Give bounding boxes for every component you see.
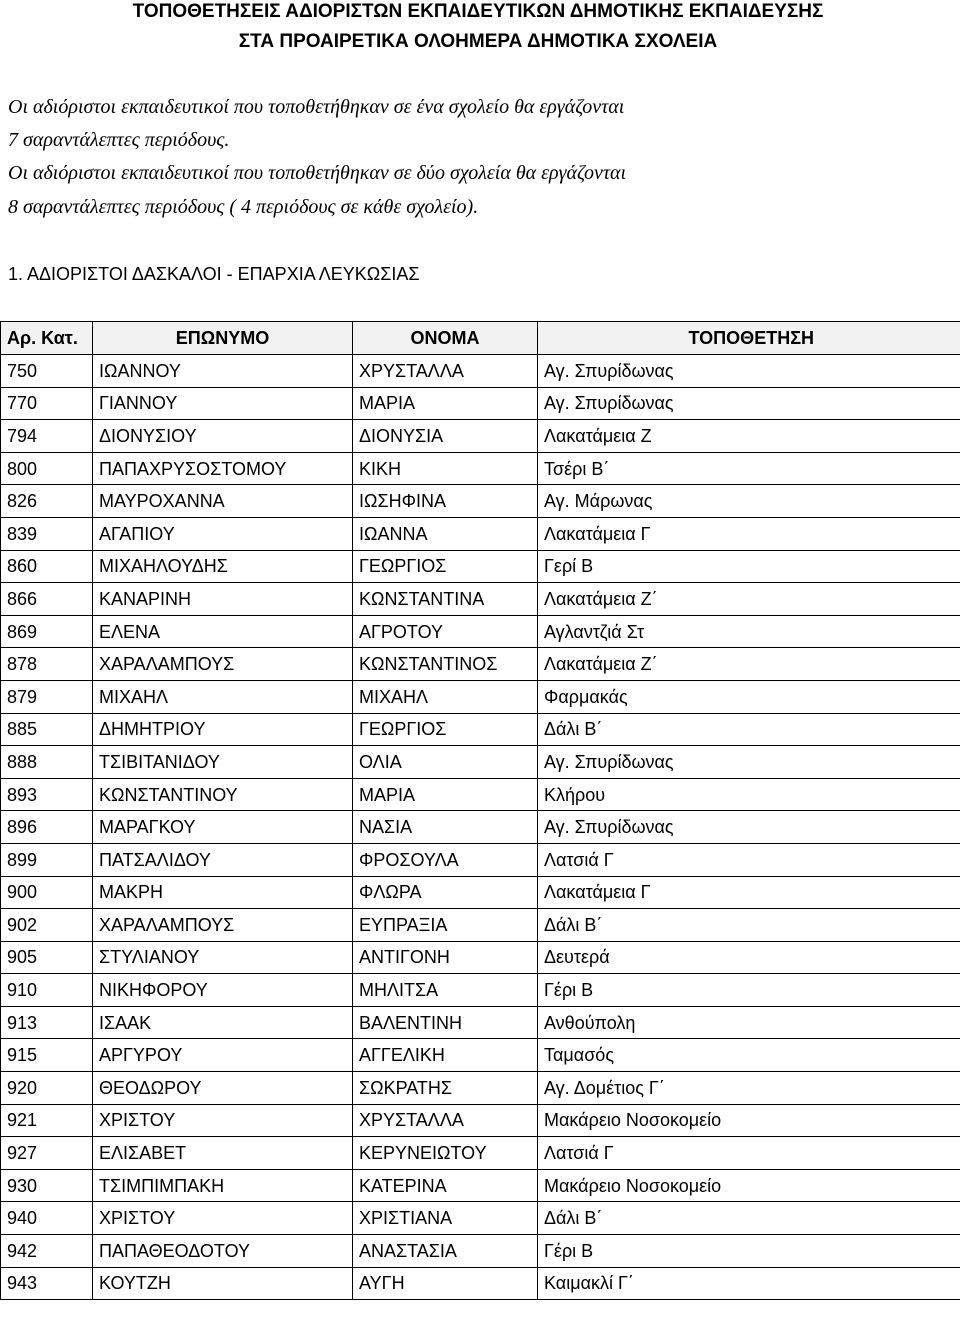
- cell-surname: ΚΩΝΣΤΑΝΤΙΝΟΥ: [93, 778, 353, 811]
- cell-first-name: ΜΑΡΙΑ: [353, 387, 538, 420]
- table-row: [1, 680, 960, 713]
- cell-registration-number: 794: [1, 420, 93, 453]
- table-row: [1, 843, 960, 876]
- cell-surname: ΔΗΜΗΤΡΙΟΥ: [93, 713, 353, 746]
- cell-first-name: ΦΛΩΡΑ: [353, 876, 538, 909]
- cell-surname: ΕΛΕΝΑ: [93, 615, 353, 648]
- cell-surname: ΣΤΥΛΙΑΝΟΥ: [93, 941, 353, 974]
- table-body: [1, 355, 960, 1300]
- column-header-surname: ΕΠΩΝΥΜΟ: [93, 322, 353, 355]
- table-row: [1, 517, 960, 550]
- cell-placement: Δάλι Β΄: [538, 1202, 960, 1235]
- cell-registration-number: 927: [1, 1137, 93, 1170]
- cell-first-name: ΧΡΙΣΤΙΑΝΑ: [353, 1202, 538, 1235]
- table-row: [1, 1006, 960, 1039]
- column-header-placement: ΤΟΠΟΘΕΤΗΣΗ: [538, 322, 960, 355]
- table-row: [1, 778, 960, 811]
- cell-first-name: ΒΑΛΕΝΤΙΝΗ: [353, 1006, 538, 1039]
- cell-surname: ΙΩΑΝΝΟΥ: [93, 355, 353, 388]
- cell-first-name: ΓΕΩΡΓΙΟΣ: [353, 713, 538, 746]
- cell-placement: Καιμακλί Γ΄: [538, 1267, 960, 1300]
- cell-first-name: ΜΗΛΙΤΣΑ: [353, 974, 538, 1007]
- cell-first-name: ΚΩΝΣΤΑΝΤΙΝΑ: [353, 583, 538, 616]
- cell-placement: Αγ. Σπυρίδωνας: [538, 387, 960, 420]
- cell-surname: ΠΑΠΑΘΕΟΔΟΤΟΥ: [93, 1235, 353, 1268]
- cell-surname: ΚΟΥΤΖΗ: [93, 1267, 353, 1300]
- cell-surname: ΘΕΟΔΩΡΟΥ: [93, 1072, 353, 1105]
- cell-placement: Αγ. Δομέτιος Γ΄: [538, 1072, 960, 1105]
- table-row: [1, 909, 960, 942]
- cell-placement: Γέρι Β: [538, 974, 960, 1007]
- cell-placement: Αγ. Σπυρίδωνας: [538, 746, 960, 779]
- cell-registration-number: 893: [1, 778, 93, 811]
- table-row: [1, 1039, 960, 1072]
- document-title-line-1: ΤΟΠΟΘΕΤΗΣΕΙΣ ΑΔΙΟΡΙΣΤΩΝ ΕΚΠΑΙΔΕΥΤΙΚΩΝ ΔΗΜΟΤΙΚΗΣ ΕΚΠΑΙΔΕΥΣΗΣ: [132, 1, 824, 22]
- cell-placement: Λακατάμεια Γ: [538, 517, 960, 550]
- cell-first-name: ΜΑΡΙΑ: [353, 778, 538, 811]
- cell-placement: Δάλι Β΄: [538, 909, 960, 942]
- column-header-name: ΟΝΟΜΑ: [353, 322, 538, 355]
- table-row: [1, 452, 960, 485]
- cell-first-name: ΧΡΥΣΤΑΛΛΑ: [353, 355, 538, 388]
- cell-surname: ΑΓΑΠΙΟΥ: [93, 517, 353, 550]
- cell-placement: Αγλαντζιά Στ: [538, 615, 960, 648]
- intro-paragraph-line: 8 σαραντάλεπτες περιόδους ( 4 περιόδους σε κάθε σχολείο).: [8, 196, 479, 218]
- cell-placement: Δευτερά: [538, 941, 960, 974]
- cell-first-name: ΦΡΟΣΟΥΛΑ: [353, 843, 538, 876]
- table-row: [1, 811, 960, 844]
- cell-first-name: ΕΥΠΡΑΞΙΑ: [353, 909, 538, 942]
- cell-registration-number: 885: [1, 713, 93, 746]
- cell-registration-number: 920: [1, 1072, 93, 1105]
- cell-placement: Ταμασός: [538, 1039, 960, 1072]
- cell-placement: Λακατάμεια Γ: [538, 876, 960, 909]
- section-heading: 1. ΑΔΙΟΡΙΣΤΟΙ ΔΑΣΚΑΛΟΙ - ΕΠΑΡΧΙΑ ΛΕΥΚΩΣΙΑΣ: [8, 264, 420, 284]
- cell-surname: ΜΙΧΑΗΛΟΥΔΗΣ: [93, 550, 353, 583]
- cell-registration-number: 750: [1, 355, 93, 388]
- cell-registration-number: 915: [1, 1039, 93, 1072]
- cell-first-name: ΑΥΓΗ: [353, 1267, 538, 1300]
- cell-registration-number: 902: [1, 909, 93, 942]
- cell-surname: ΤΣΙΜΠΙΜΠΑΚΗ: [93, 1169, 353, 1202]
- cell-placement: Τσέρι Β΄: [538, 452, 960, 485]
- cell-first-name: ΑΓΓΕΛΙΚΗ: [353, 1039, 538, 1072]
- intro-paragraph-line: Οι αδιόριστοι εκπαιδευτικοί που τοποθετήθηκαν σε ένα σχολείο θα εργάζονται: [8, 96, 625, 118]
- cell-placement: Ανθούπολη: [538, 1006, 960, 1039]
- cell-registration-number: 888: [1, 746, 93, 779]
- cell-first-name: ΟΛΙΑ: [353, 746, 538, 779]
- cell-registration-number: 866: [1, 583, 93, 616]
- table-row: [1, 1267, 960, 1300]
- cell-first-name: ΑΓΡΟΤΟΥ: [353, 615, 538, 648]
- cell-surname: ΠΑΠΑΧΡΥΣΟΣΤΟΜΟΥ: [93, 452, 353, 485]
- table-row: [1, 1104, 960, 1137]
- cell-placement: Λακατάμεια Ζ΄: [538, 648, 960, 681]
- cell-registration-number: 910: [1, 974, 93, 1007]
- cell-placement: Λακατάμεια Ζ: [538, 420, 960, 453]
- table-row: [1, 583, 960, 616]
- table-row: [1, 648, 960, 681]
- cell-placement: Φαρμακάς: [538, 680, 960, 713]
- cell-placement: Μακάρειο Νοσοκομείο: [538, 1104, 960, 1137]
- cell-surname: ΑΡΓΥΡΟΥ: [93, 1039, 353, 1072]
- cell-surname: ΔΙΟΝΥΣΙΟΥ: [93, 420, 353, 453]
- cell-registration-number: 839: [1, 517, 93, 550]
- cell-surname: ΧΑΡΑΛΑΜΠΟΥΣ: [93, 909, 353, 942]
- cell-first-name: ΝΑΣΙΑ: [353, 811, 538, 844]
- cell-placement: Λατσιά Γ: [538, 843, 960, 876]
- cell-registration-number: 930: [1, 1169, 93, 1202]
- cell-surname: ΜΑΚΡΗ: [93, 876, 353, 909]
- cell-first-name: ΙΩΣΗΦΙΝΑ: [353, 485, 538, 518]
- cell-first-name: ΑΝΤΙΓΟΝΗ: [353, 941, 538, 974]
- table-row: [1, 1137, 960, 1170]
- cell-registration-number: 869: [1, 615, 93, 648]
- cell-registration-number: 899: [1, 843, 93, 876]
- teacher-placement-table: [0, 321, 960, 1300]
- table-row: [1, 941, 960, 974]
- cell-surname: ΠΑΤΣΑΛΙΔΟΥ: [93, 843, 353, 876]
- cell-surname: ΕΛΙΣΑΒΕΤ: [93, 1137, 353, 1170]
- table-row: [1, 876, 960, 909]
- column-header-number: Αρ. Κατ.: [1, 322, 93, 355]
- table-header-row: [1, 322, 960, 355]
- table-row: [1, 387, 960, 420]
- table-row: [1, 1202, 960, 1235]
- cell-surname: ΧΡΙΣΤΟΥ: [93, 1202, 353, 1235]
- cell-surname: ΜΙΧΑΗΛ: [93, 680, 353, 713]
- cell-surname: ΤΣΙΒΙΤΑΝΙΔΟΥ: [93, 746, 353, 779]
- cell-surname: ΜΑΥΡΟΧΑΝΝΑ: [93, 485, 353, 518]
- cell-registration-number: 878: [1, 648, 93, 681]
- cell-placement: Δάλι Β΄: [538, 713, 960, 746]
- cell-registration-number: 940: [1, 1202, 93, 1235]
- cell-registration-number: 921: [1, 1104, 93, 1137]
- cell-first-name: ΚΕΡΥΝΕΙΩΤΟΥ: [353, 1137, 538, 1170]
- cell-registration-number: 913: [1, 1006, 93, 1039]
- table-row: [1, 420, 960, 453]
- table-row: [1, 550, 960, 583]
- cell-first-name: ΙΩΑΝΝΑ: [353, 517, 538, 550]
- cell-surname: ΚΑΝΑΡΙΝΗ: [93, 583, 353, 616]
- table-row: [1, 355, 960, 388]
- cell-surname: ΧΑΡΑΛΑΜΠΟΥΣ: [93, 648, 353, 681]
- cell-placement: Αγ. Σπυρίδωνας: [538, 811, 960, 844]
- intro-paragraph-line: 7 σαραντάλεπτες περιόδους.: [8, 129, 230, 151]
- table-row: [1, 485, 960, 518]
- cell-placement: Μακάρειο Νοσοκομείο: [538, 1169, 960, 1202]
- cell-first-name: ΧΡΥΣΤΑΛΛΑ: [353, 1104, 538, 1137]
- cell-registration-number: 942: [1, 1235, 93, 1268]
- intro-paragraph-line: Οι αδιόριστοι εκπαιδευτικοί που τοποθετήθηκαν σε δύο σχολεία θα εργάζονται: [8, 162, 627, 184]
- cell-first-name: ΣΩΚΡΑΤΗΣ: [353, 1072, 538, 1105]
- cell-placement: Κλήρου: [538, 778, 960, 811]
- cell-registration-number: 826: [1, 485, 93, 518]
- table-row: [1, 746, 960, 779]
- cell-registration-number: 879: [1, 680, 93, 713]
- cell-registration-number: 860: [1, 550, 93, 583]
- cell-registration-number: 943: [1, 1267, 93, 1300]
- cell-registration-number: 896: [1, 811, 93, 844]
- cell-surname: ΙΣΑΑΚ: [93, 1006, 353, 1039]
- cell-surname: ΜΑΡΑΓΚΟΥ: [93, 811, 353, 844]
- cell-registration-number: 770: [1, 387, 93, 420]
- cell-placement: Αγ. Μάρωνας: [538, 485, 960, 518]
- table-row: [1, 713, 960, 746]
- document-title-line-2: ΣΤΑ ΠΡΟΑΙΡΕΤΙΚΑ ΟΛΟΗΜΕΡΑ ΔΗΜΟΤΙΚΑ ΣΧΟΛΕΙΑ: [238, 31, 718, 52]
- cell-placement: Αγ. Σπυρίδωνας: [538, 355, 960, 388]
- table-row: [1, 1235, 960, 1268]
- cell-first-name: ΔΙΟΝΥΣΙΑ: [353, 420, 538, 453]
- cell-registration-number: 900: [1, 876, 93, 909]
- cell-surname: ΓΙΑΝΝΟΥ: [93, 387, 353, 420]
- table-row: [1, 615, 960, 648]
- cell-registration-number: 905: [1, 941, 93, 974]
- cell-surname: ΧΡΙΣΤΟΥ: [93, 1104, 353, 1137]
- cell-registration-number: 800: [1, 452, 93, 485]
- cell-placement: Γερί Β: [538, 550, 960, 583]
- cell-first-name: ΚΑΤΕΡΙΝΑ: [353, 1169, 538, 1202]
- cell-first-name: ΑΝΑΣΤΑΣΙΑ: [353, 1235, 538, 1268]
- cell-placement: Λακατάμεια Ζ΄: [538, 583, 960, 616]
- cell-first-name: ΚΩΝΣΤΑΝΤΙΝΟΣ: [353, 648, 538, 681]
- table-row: [1, 1072, 960, 1105]
- cell-placement: Γέρι Β: [538, 1235, 960, 1268]
- cell-surname: ΝΙΚΗΦΟΡΟΥ: [93, 974, 353, 1007]
- cell-placement: Λατσιά Γ: [538, 1137, 960, 1170]
- cell-first-name: ΓΕΩΡΓΙΟΣ: [353, 550, 538, 583]
- table-row: [1, 974, 960, 1007]
- table-row: [1, 1169, 960, 1202]
- cell-first-name: ΚΙΚΗ: [353, 452, 538, 485]
- cell-first-name: ΜΙΧΑΗΛ: [353, 680, 538, 713]
